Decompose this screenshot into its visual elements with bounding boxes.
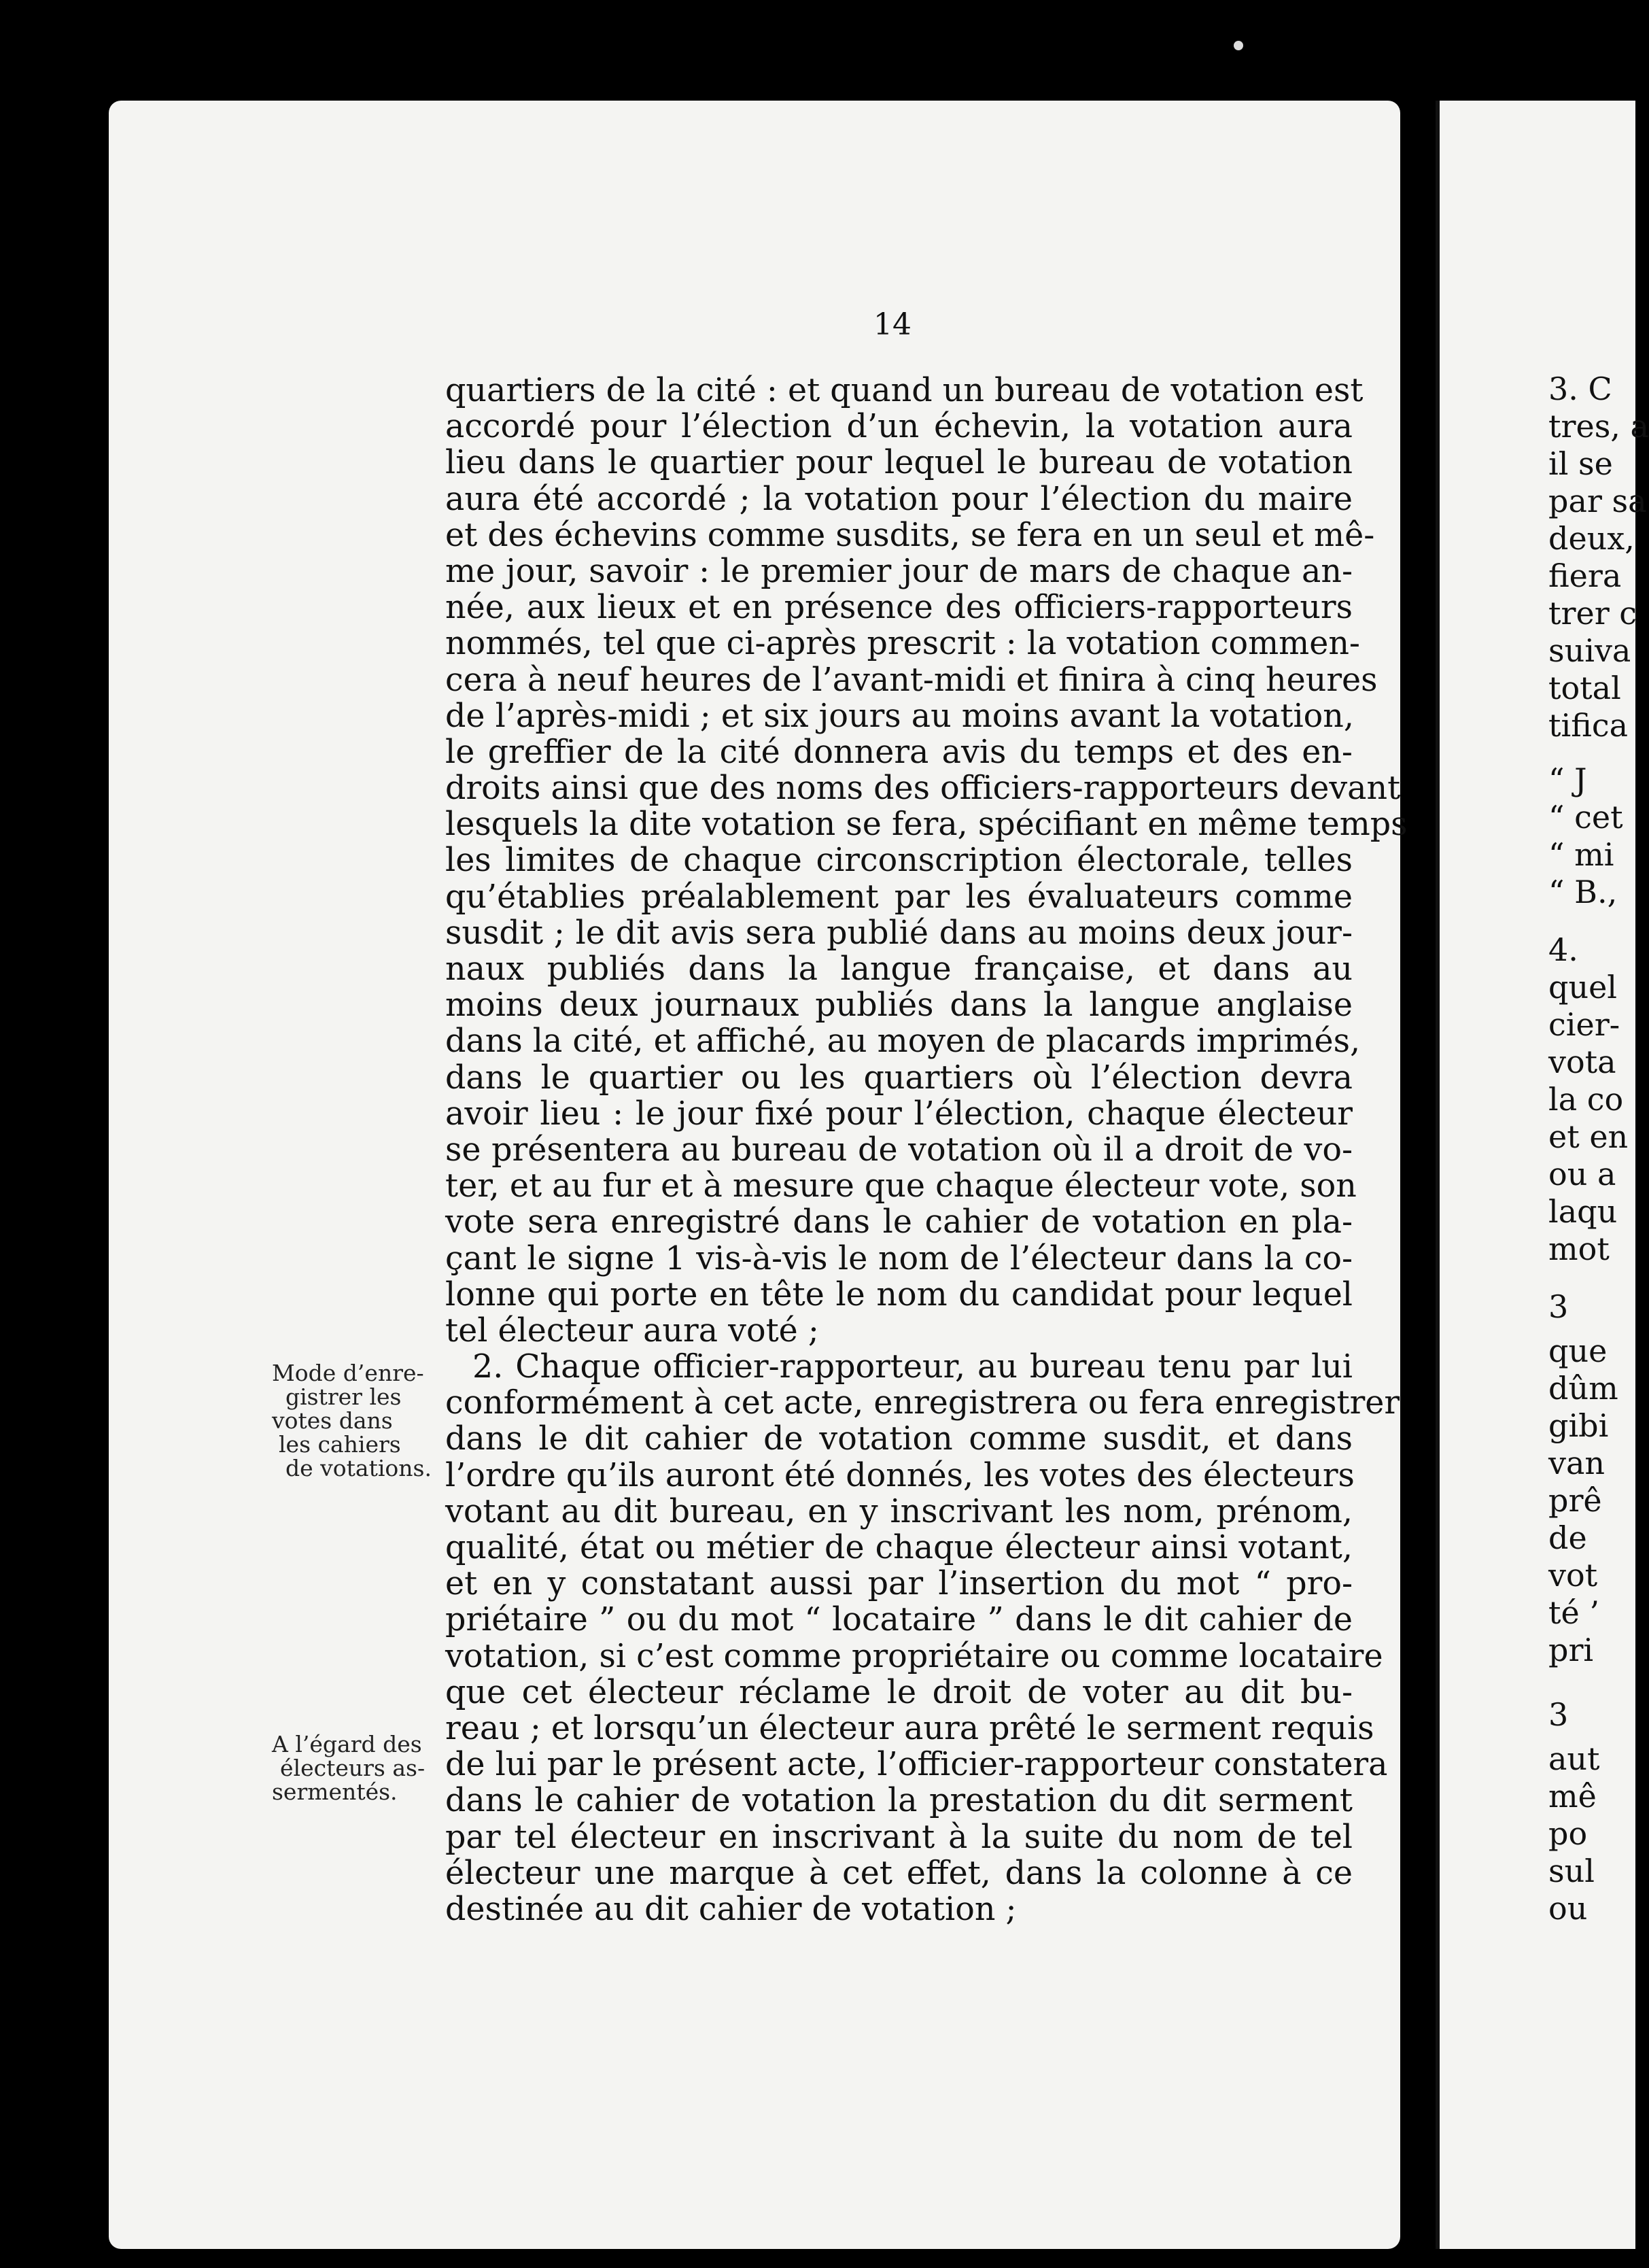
margin-note-line: Mode d’enre- — [272, 1360, 424, 1386]
text-line: et en y constatant aussi par l’insertion du mot “ pro- — [445, 1565, 1353, 1603]
facing-page-text-fragment: “ J — [1548, 761, 1587, 798]
facing-page-text-fragment: suiva — [1548, 632, 1631, 669]
facing-page-text-fragment: 3 — [1548, 1288, 1569, 1325]
text-line: çant le signe 1 vis-à-vis le nom de l’électeur dans la co- — [445, 1239, 1353, 1277]
facing-page-text-fragment: cier- — [1548, 1006, 1620, 1043]
facing-page-text-fragment: ou a — [1548, 1156, 1616, 1192]
page-number: 14 — [873, 307, 912, 342]
facing-page-text-fragment: “ B., — [1548, 874, 1618, 910]
facing-page-text-fragment: mot — [1548, 1231, 1610, 1267]
facing-page-text-fragment: fiera — [1548, 557, 1622, 594]
text-line: aura été accordé ; la votation pour l’élection du maire — [445, 480, 1353, 518]
facing-page-text-fragment: 4. — [1548, 931, 1578, 968]
text-line: le greffier de la cité donnera avis du temps et des en- — [445, 733, 1353, 771]
facing-page-text-fragment: “ cet — [1548, 799, 1623, 836]
facing-page-text-fragment: tres, a — [1548, 408, 1649, 445]
margin-note-sworn-electors — [268, 1732, 445, 1804]
facing-page-text-fragment: sul — [1548, 1853, 1595, 1889]
text-line: qu’établies préalablement par les évaluateurs comme — [445, 878, 1353, 916]
margin-note-line: votes dans — [272, 1407, 393, 1434]
text-line: et des échevins comme susdits, se fera en un seul et mê- — [445, 516, 1375, 554]
facing-page-text-fragment: 3. C — [1548, 371, 1612, 407]
text-line: dans le cahier de votation la prestation du dit serment — [445, 1782, 1353, 1820]
margin-note-line: gistrer les — [285, 1384, 402, 1410]
facing-page-text-fragment: et en — [1548, 1118, 1629, 1155]
body-text — [445, 372, 1408, 1928]
facing-page-text-fragment: té ’ — [1548, 1594, 1599, 1631]
text-line: conformément à cet acte, enregistrera ou fera enregistrer — [445, 1384, 1400, 1422]
facing-page-text-fragment: 3 — [1548, 1696, 1569, 1733]
text-line: dans le quartier ou les quartiers où l’élection devra — [445, 1059, 1353, 1097]
text-line: vote sera enregistré dans le cahier de votation en pla- — [445, 1203, 1353, 1241]
margin-note-line: de votations. — [285, 1455, 432, 1481]
text-line: les limites de chaque circonscription électorale, telles — [445, 842, 1353, 880]
facing-page-text-fragment: que — [1548, 1333, 1608, 1369]
scan-speck — [1234, 41, 1243, 50]
facing-page-text-fragment: vot — [1548, 1557, 1598, 1594]
facing-page-text-fragment: pri — [1548, 1632, 1594, 1668]
facing-page-text-fragment: il se — [1548, 445, 1613, 482]
facing-page-text-fragment: dûm — [1548, 1370, 1618, 1407]
facing-page-text-fragment: quel — [1548, 969, 1618, 1006]
text-line: lieu dans le quartier pour lequel le bureau de votation — [445, 444, 1353, 482]
facing-page-text-fragment: gibi — [1548, 1407, 1609, 1444]
text-line: tel électeur aura voté ; — [445, 1311, 819, 1350]
text-line: de lui par le présent acte, l’officier-rapporteur constatera — [445, 1746, 1388, 1784]
facing-page-text-fragment: laqu — [1548, 1193, 1618, 1230]
facing-page-text-fragment: prê — [1548, 1482, 1602, 1519]
facing-page-text-fragment: mê — [1548, 1778, 1597, 1815]
text-line: lesquels la dite votation se fera, spécifiant en même temps — [445, 806, 1408, 844]
text-line: nommés, tel que ci-après prescrit : la votation commen- — [445, 625, 1360, 663]
facing-page-text-fragment: la co — [1548, 1081, 1624, 1118]
text-line: reau ; et lorsqu’un électeur aura prêté le serment requis — [445, 1709, 1374, 1747]
text-line: priétaire ” ou du mot “ locataire ” dans le dit cahier de — [445, 1601, 1353, 1639]
margin-note-line: électeurs as- — [280, 1755, 426, 1781]
margin-note-line: les cahiers — [279, 1431, 401, 1458]
text-line: naux publiés dans la langue française, et dans au — [445, 950, 1353, 988]
facing-page-text-fragment: tifica — [1548, 707, 1629, 744]
text-line: électeur une marque à cet effet, dans la colonne à ce — [445, 1854, 1353, 1892]
text-line: que cet électeur réclame le droit de voter au dit bu- — [445, 1673, 1353, 1711]
facing-page-text-fragment: de — [1548, 1519, 1587, 1556]
facing-page-text-fragment: po — [1548, 1815, 1588, 1852]
text-line: quartiers de la cité : et quand un bureau de votation est — [445, 372, 1364, 409]
text-line: ter, et au fur et à mesure que chaque électeur vote, son — [445, 1167, 1357, 1205]
facing-page-text-fragment: aut — [1548, 1740, 1600, 1777]
text-line: droits ainsi que des noms des officiers-rapporteurs devant — [445, 770, 1401, 808]
facing-page-text-fragment: ou — [1548, 1890, 1588, 1927]
text-line: votant au dit bureau, en y inscrivant les nom, prénom, — [445, 1492, 1353, 1530]
text-line: accordé pour l’élection d’un échevin, la votation aura — [445, 408, 1353, 446]
text-line: susdit ; le dit avis sera publié dans au moins deux jour- — [445, 914, 1353, 952]
facing-page-text-fragment: van — [1548, 1445, 1605, 1481]
text-line: me jour, savoir : le premier jour de mars de chaque an- — [445, 552, 1353, 590]
facing-page-text-fragment: deux, — [1548, 520, 1635, 557]
text-line: moins deux journaux publiés dans la langue anglaise — [445, 986, 1353, 1025]
text-line: de l’après-midi ; et six jours au moins avant la votation, — [445, 697, 1354, 735]
text-line: se présentera au bureau de votation où il a droit de vo- — [445, 1131, 1353, 1169]
facing-page-text-fragment: “ mi — [1548, 836, 1614, 873]
text-line: dans la cité, et affiché, au moyen de placards imprimés, — [445, 1023, 1361, 1061]
margin-note-line: A l’égard des — [272, 1731, 422, 1757]
text-line: qualité, état ou métier de chaque électeur ainsi votant, — [445, 1529, 1353, 1566]
text-line: votation, si c’est comme propriétaire ou comme locataire — [445, 1637, 1383, 1675]
text-line: par tel électeur en inscrivant à la suite du nom de tel — [445, 1818, 1353, 1856]
facing-page-text-fragment: total — [1548, 670, 1621, 706]
text-line: lonne qui porte en tête le nom du candidat pour lequel — [445, 1275, 1353, 1313]
facing-page-text-fragment: trer c — [1548, 595, 1637, 632]
facing-page-text-fragment: vota — [1548, 1044, 1616, 1080]
text-line: née, aux lieux et en présence des officiers-rapporteurs — [445, 589, 1353, 627]
text-line: dans le dit cahier de votation comme susdit, et dans — [445, 1420, 1353, 1458]
text-line: destinée au dit cahier de votation ; — [445, 1890, 1017, 1928]
facing-page-edge — [1436, 101, 1649, 2249]
margin-note-recording-votes — [268, 1361, 445, 1480]
text-line: l’ordre qu’ils auront été donnés, les votes des électeurs — [445, 1456, 1355, 1494]
facing-page-text-fragment: par sa — [1548, 483, 1647, 519]
text-line: cera à neuf heures de l’avant-midi et finira à cinq heures — [445, 661, 1378, 699]
text-line: 2. Chaque officier-rapporteur, au bureau tenu par lui — [472, 1348, 1353, 1386]
text-line: avoir lieu : le jour fixé pour l’élection, chaque électeur — [445, 1095, 1353, 1133]
margin-note-line: sermentés. — [272, 1779, 398, 1805]
